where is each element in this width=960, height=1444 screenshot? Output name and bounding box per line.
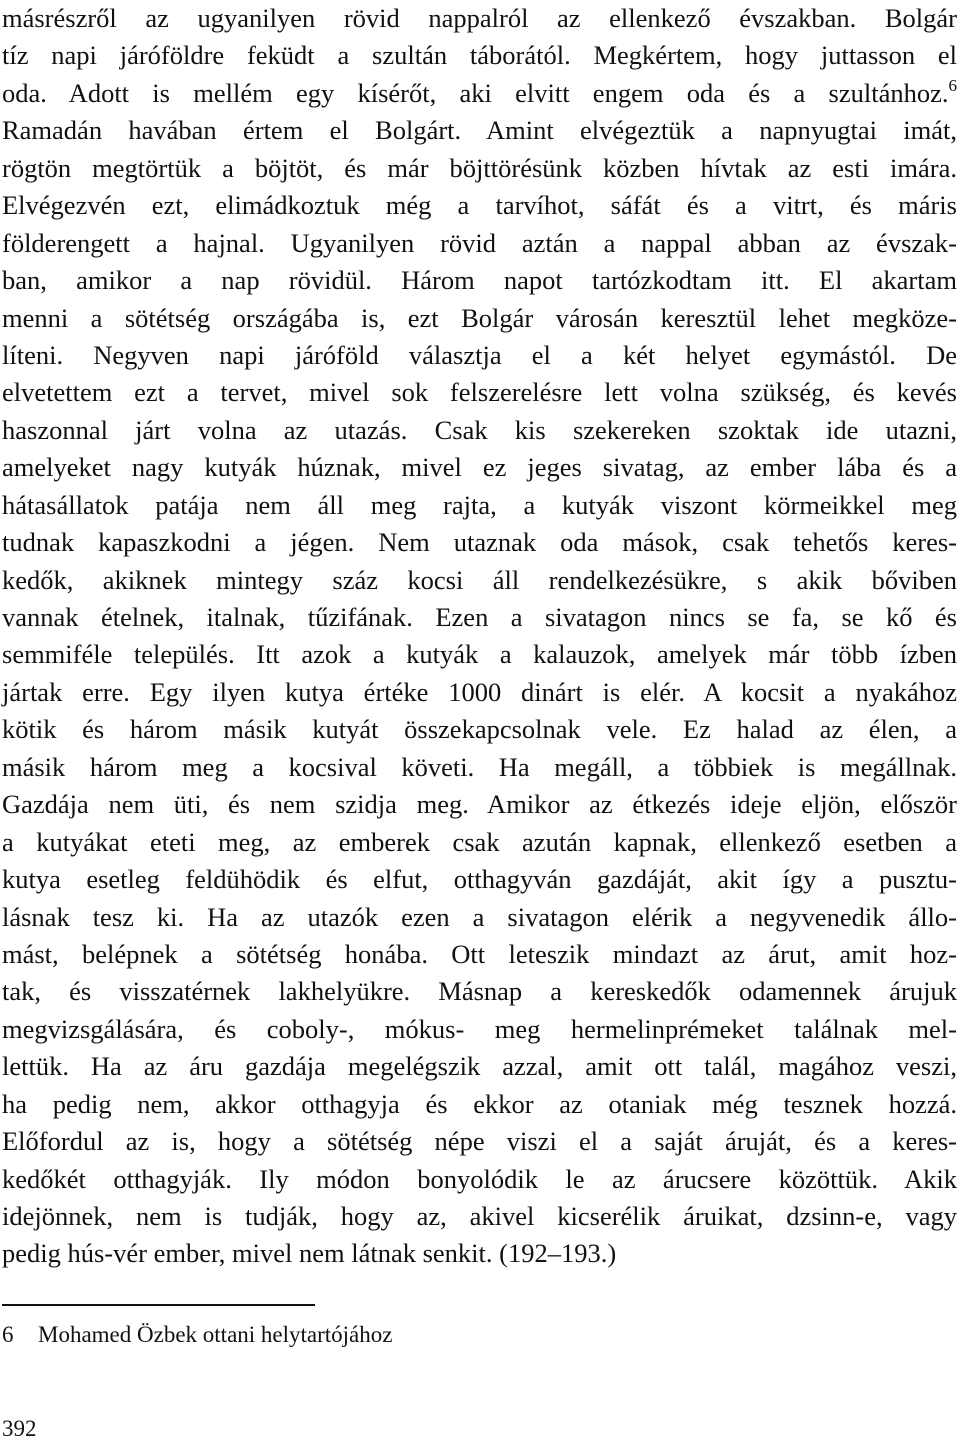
text-line: másik három meg a kocsival követi. Ha megáll, a többiek is megállnak. <box>2 751 957 782</box>
footnote-text: Mohamed Özbek ottani helytartójához <box>38 1322 393 1347</box>
text-line: Gazdája nem üti, és nem szidja meg. Amikor az étkezés ideje eljön, először <box>2 789 957 820</box>
text-line: másrészről az ugyanilyen rövid nappalról az ellenkező évszakban. Bolgár <box>2 3 957 33</box>
text-line: a kutyákat eteti meg, az emberek csak azután kapnak, ellenkező esetben a <box>2 826 957 857</box>
text-line: hátasállatok patája nem áll meg rajta, a kutyák viszont körmeikkel meg <box>2 489 957 520</box>
body-text <box>2 0 957 1273</box>
text-line: haszonnal járt volna az utazás. Csak kis szekereken szoktak ide utazni, <box>2 414 957 445</box>
footnote <box>2 1320 392 1350</box>
text-line: amelyeket nagy kutyák húznak, mivel ez jeges sivatag, az ember lába és a <box>2 452 957 483</box>
text-line: tudnak kapaszkodni a jégen. Nem utaznak oda mások, csak tehetős keres- <box>2 527 957 558</box>
text-line: menni a sötétség országába is, ezt Bolgár városán keresztül lehet megköze- <box>2 302 957 333</box>
text-line: semmiféle település. Itt azok a kutyák a kalauzok, amelyek már több ízben <box>2 639 957 670</box>
text-line: ha pedig nem, akkor otthagyja és ekkor az otaniak még tesznek hozzá. <box>2 1088 957 1119</box>
text-line: elvetettem ezt a tervet, mivel sok felszerelésre lett volna szükség, és kevés <box>2 377 957 408</box>
text-line: lásnak tesz ki. Ha az utazók ezen a sivatagon elérik a negyvenedik állo- <box>2 901 957 932</box>
text-line: Ramadán havában értem el Bolgárt. Amint elvégeztük a napnyugtai imát, <box>2 115 957 146</box>
text-line: idejönnek, nem is tudják, hogy az, akivel kicserélik áruikat, dzsinn-e, vagy <box>2 1201 957 1231</box>
text-line: lettük. Ha az áru gazdája megelégszik azzal, amit ott talál, magához veszi, <box>2 1051 957 1082</box>
page-number: 392 <box>2 1416 37 1441</box>
text-line: tíz napi járóföldre feküdt a szultán táborától. Megkértem, hogy juttasson el <box>2 40 957 71</box>
text-line-content: oda. Adott is mellém egy kísérőt, aki elvitt engem oda és a szultánhoz. <box>2 77 949 108</box>
footnote-divider <box>2 1304 315 1306</box>
text-line: pedig hús-vér ember, mivel nem látnak senkit. (192–193.) <box>2 1238 617 1269</box>
text-line: tak, és visszatérnek lakhelyükre. Másnap a kereskedők odamennek árujuk <box>2 976 957 1007</box>
footnote-number: 6 <box>2 1322 14 1347</box>
text-line: jártak erre. Egy ilyen kutya értéke 1000 dinárt is elér. A kocsit a nyakához <box>2 676 957 707</box>
text-line: megvizsgálására, és coboly-, mókus- meg hermelinprémeket találnak mel- <box>2 1013 957 1044</box>
text-line: vannak ételnek, italnak, tűzifának. Ezen a sivatagon nincs se fa, se kő és <box>2 602 957 632</box>
text-line: Előfordul az is, hogy a sötétség népe viszi el a saját áruját, és a keres- <box>2 1126 957 1157</box>
text-line <box>2 75 957 112</box>
text-line: mást, belépnek a sötétség honába. Ott leteszik mindazt az árut, amit hoz- <box>2 938 957 969</box>
text-line: kedők, akiknek mintegy száz kocsi áll rendelkezésükre, s akik bőviben <box>2 564 957 595</box>
text-line: kötik és három másik kutyát összekapcsolnak vele. Ez halad az élen, a <box>2 714 957 745</box>
text-line: kutya esetleg feldühödik és elfut, otthagyván gazdáját, akit így a pusztu- <box>2 864 957 895</box>
text-line: líteni. Negyven napi járóföld választja el a két helyet egymástól. De <box>2 339 957 370</box>
text-line: kedőkét otthagyják. Ily módon bonyolódik le az árucsere közöttük. Akik <box>2 1163 957 1194</box>
text-line: Elvégezvén ezt, elimádkoztuk még a tarvíhot, sáfát és a vitrt, és máris <box>2 190 957 221</box>
text-line: ban, amikor a nap rövidül. Három napot tartózkodtam itt. El akartam <box>2 265 957 296</box>
text-line: rögtön megtörtük a böjtöt, és már böjttörésünk közben hívtak az esti imára. <box>2 152 957 183</box>
text-line: földerengett a hajnal. Ugyanilyen rövid aztán a nappal abban az évszak- <box>2 227 957 258</box>
footnote-reference: 6 <box>948 75 957 95</box>
